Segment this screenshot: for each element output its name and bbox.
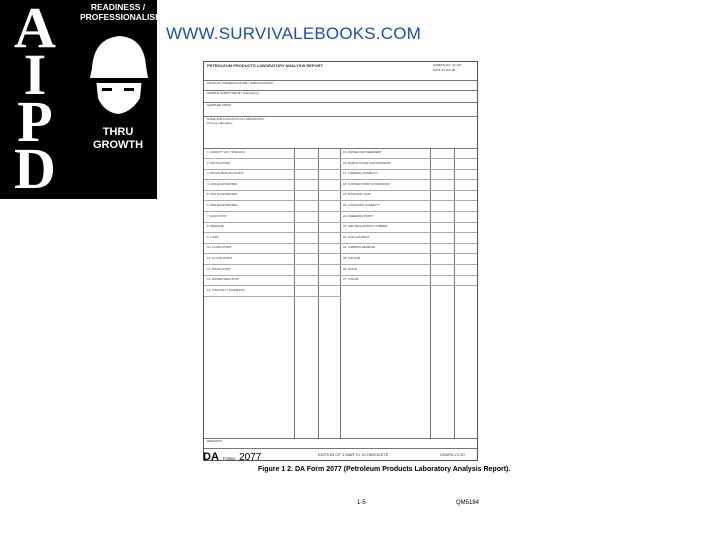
form-rule [340, 222, 477, 223]
usapa-version: USAPA V1.00 [440, 452, 465, 457]
form-column-rule [318, 149, 319, 439]
logo-letter: P [17, 89, 53, 154]
form-rule [204, 264, 341, 265]
form-rule [340, 253, 477, 254]
logo-letter: D [14, 136, 56, 201]
form-rule [340, 285, 477, 286]
figure-caption: Figure 1 2. DA Form 2077 (Petroleum Products Laboratory Analysis Report). [258, 466, 511, 473]
test-row: 27. COLOR [343, 278, 359, 282]
test-row: 5. 50% EVAPORATED [207, 193, 238, 197]
form-rule [340, 190, 477, 191]
page-number: 1-5 [357, 500, 366, 506]
form-rule [204, 169, 341, 170]
form-rule [340, 264, 477, 265]
test-row: 13. WATER REACTION [207, 278, 239, 282]
form-rule [204, 102, 477, 103]
test-row: 15. WATER AND SEDIMENT [343, 151, 382, 154]
form-rule [340, 158, 477, 159]
website-url[interactable]: WWW.SURVIVALEBOOKS.COM [166, 24, 422, 43]
test-row: 19. EXISTENT GUM [343, 193, 371, 197]
form-block: PRODUCT NOMENCLATURE / SPECIFICATION [207, 81, 273, 85]
form-block: SAMPLED FROM [207, 103, 232, 107]
test-row: 18. COPPER STRIP CORROSION [343, 182, 390, 186]
test-row: 8. RESIDUE [207, 225, 224, 229]
form-number: DA FORM 2077 [203, 451, 262, 463]
edition-note: EDITION OF 1 MAR 70, IS OBSOLETE [318, 452, 389, 457]
form-rule [204, 190, 341, 191]
test-row: 11. CLOUD POINT [207, 257, 233, 260]
form-rule [340, 275, 477, 276]
form-rule [204, 232, 341, 233]
test-row: 16. PARTICULATE CONTAMINANT [343, 161, 391, 165]
form-column-rule [294, 149, 295, 439]
form-block: SAMPLE SUBMITTED BY (Laboratory) [207, 91, 260, 95]
test-row: 17. THERMAL STABILITY [343, 172, 378, 176]
test-row: 6. 90% EVAPORATED [207, 204, 238, 207]
aipd-logo [0, 0, 163, 201]
test-row: 23. ASH CONTENT [343, 235, 370, 239]
logo-top-text: READINESS / PROFESSIONALISM [80, 2, 163, 22]
form-block: NAME AND LOCATION OF LABORATORY [207, 117, 265, 121]
form-rule [204, 296, 341, 297]
form-rule [204, 158, 341, 159]
form-rule [340, 200, 477, 201]
form-rule [204, 116, 477, 117]
form-rule [340, 243, 477, 244]
test-row: 22. NEUTRALIZATION NUMBER [343, 225, 388, 229]
form-rule [340, 169, 477, 170]
test-row: 24. CARBON RESIDUE [343, 246, 376, 250]
test-row: 21. FREEZING POINT [343, 214, 374, 218]
test-row: 25. SULFUR [343, 257, 361, 260]
logo-letter: I [23, 42, 47, 107]
test-row: 7. END POINT [207, 214, 227, 218]
test-row: 10. FLASH POINT [207, 246, 232, 250]
form-rule [340, 211, 477, 212]
page-reference: QM5184 [456, 500, 480, 506]
form-rule [204, 285, 341, 286]
form-column-rule [454, 149, 455, 439]
logo-letter: A [14, 0, 56, 60]
form-rule [340, 232, 477, 233]
sample-no-field: SAMPLE NO. 22-157 [433, 63, 462, 67]
form-rule [204, 179, 341, 180]
form-rule [204, 200, 341, 201]
form-block: REMARKS [207, 439, 222, 443]
test-row: 12. POUR POINT [207, 267, 231, 271]
test-row: 4. 10% EVAPORATED [207, 182, 238, 186]
test-row: 26. ODOR [343, 267, 358, 271]
form-rule [204, 90, 477, 91]
test-row: 2. DISTILLATION [207, 161, 231, 165]
logo-bottom-text: THRU GROWTH [92, 126, 144, 151]
test-row: 14. VISCOSITY KINEMATIC [207, 288, 245, 292]
form-rule [204, 243, 341, 244]
test-row: 3. INITIAL BOILING POINT [207, 172, 244, 176]
form-header [207, 64, 473, 80]
form-block: Primary Laboratory [207, 121, 233, 125]
form-rule [204, 275, 341, 276]
form-column-rule [340, 149, 341, 439]
form-column-rule [430, 149, 431, 439]
form-rule [204, 222, 341, 223]
form-title: PETROLEUM PRODUCTS LABORATORY ANALYSIS REPORT [207, 63, 324, 68]
form-rule [340, 179, 477, 180]
test-row: 9. LOSS [207, 235, 219, 239]
form-rule [204, 211, 341, 212]
form-rule [204, 80, 477, 81]
test-row: 1. GRAVITY API / SPECIFIC [207, 151, 246, 154]
soldier-helmet-icon [82, 28, 154, 118]
form-rule [204, 253, 341, 254]
da-form-2077 [203, 61, 478, 461]
date-field: DATE 13 JUL 96 [433, 68, 456, 72]
test-row: 20. OXIDATION STABILITY [343, 204, 380, 207]
